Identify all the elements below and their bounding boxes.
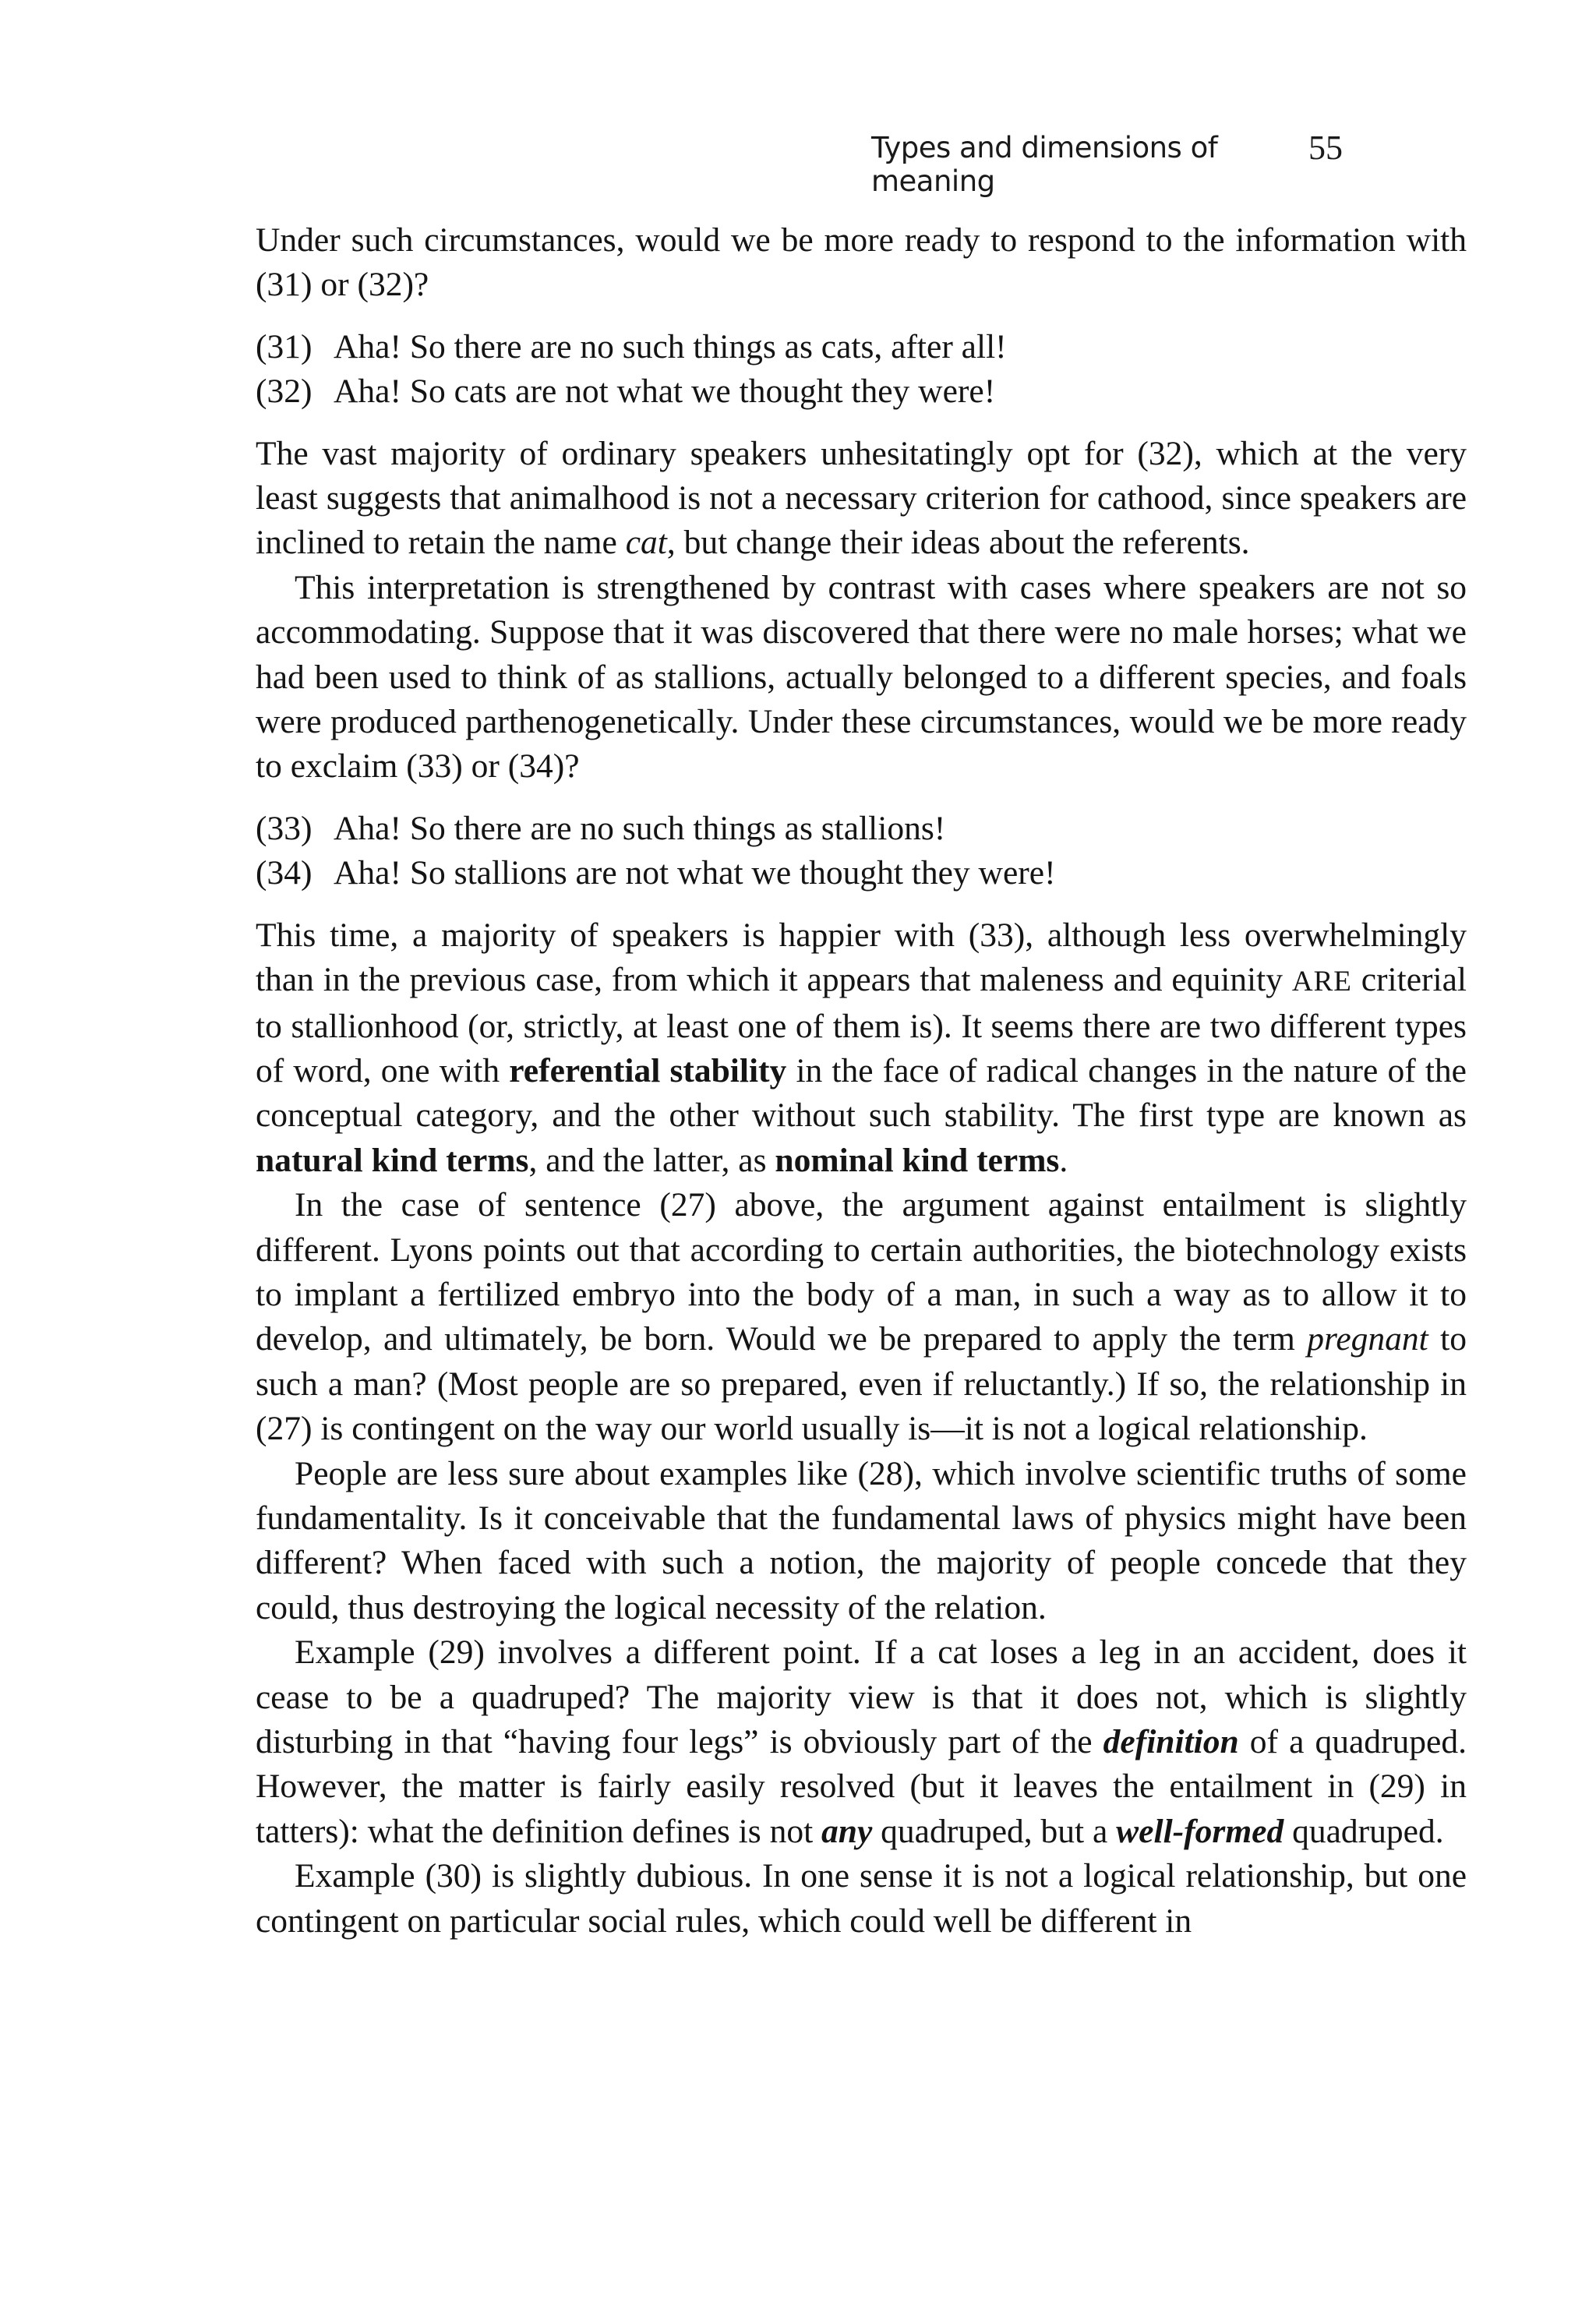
text-run: , and the latter, as — [528, 1141, 775, 1179]
small-caps-term: ARE — [1291, 966, 1352, 998]
example-list-31-32 — [256, 325, 1467, 415]
text-run: in the face of radical changes in the nature of the conceptual category, and the other without such stability. The first type are known as — [256, 1051, 1467, 1135]
text-run: , but change their ideas about the referents. — [666, 524, 1250, 562]
example-list-33-34 — [256, 807, 1467, 896]
example-text: Aha! So there are no such things as cats, after all! — [334, 327, 1007, 366]
example-32 — [256, 369, 1467, 414]
example-number: (32) — [256, 373, 312, 411]
example-text: Aha! So stallions are not what we thought they were! — [334, 854, 1056, 892]
bold-term: referential stability — [509, 1051, 787, 1089]
paragraph-3: This interpretation is strengthened by contrast with cases where speakers are not so accommodating. Suppose that it was discovered that there were no male horses; what we had been used to think of as stallions, actually belonged to a different species, and foals were produced parthenogenetically. Under these circumstances, would we be more ready to exclaim (33) or (34)? — [256, 568, 1467, 786]
text-run: criterial to stallionhood (or, strictly, at least one of them is). It seems there are two different types of word, one with — [256, 961, 1467, 1089]
running-title: Types and dimensions of meaning — [871, 131, 1218, 198]
bold-italic-term: definition — [1103, 1723, 1239, 1760]
example-33 — [256, 807, 1467, 851]
text-run: The vast majority of ordinary speakers unhesitatingly opt for (32), which at the very least suggests that animalhood is not a necessary criterion for cathood, since speakers are inclined to retain the name — [256, 434, 1467, 562]
paragraph-2 — [256, 432, 1467, 566]
bold-italic-term: any — [821, 1812, 873, 1850]
paragraph-8: Example (30) is slightly dubious. In one sense it is not a logical relationship, but one contingent on particular social rules, which could well be different in — [256, 1857, 1467, 1940]
example-text: Aha! So there are no such things as stallions! — [334, 809, 946, 847]
paragraph-7 — [256, 1630, 1467, 1854]
paragraph-4 — [256, 913, 1467, 1183]
example-31 — [256, 325, 1467, 369]
text-run: Example (29) involves a different point. If a cat loses a leg in an accident, does it cease to be a quadruped? The majority view is that it does not, which is slightly disturbing in that “having four legs” is obviously part of the — [256, 1633, 1467, 1760]
example-number: (31) — [256, 327, 312, 366]
text-run: quadruped, but a — [872, 1812, 1117, 1850]
text-run: In the case of sentence (27) above, the argument against entailment is slightly different. Lyons points out that according to certain authorities, the biotechnology exists to implant a fertilized embryo into the body of a man, in such a way as to allow it to develop, and ultimately, be born. Would we be prepared to apply the term — [256, 1186, 1467, 1358]
paragraph-6: People are less sure about examples like (28), which involve scientific truths of some fundamentality. Is it conceivable that the fundamental laws of physics might have been different? When faced with such a notion, the majority of people concede that they could, thus destroying the logical necessity of the relation. — [256, 1454, 1467, 1626]
running-header — [871, 129, 1343, 198]
text-run: . — [1059, 1141, 1068, 1179]
bold-term: nominal kind terms — [775, 1141, 1060, 1179]
italic-term: cat — [625, 524, 667, 562]
body-text — [256, 218, 1467, 1944]
bold-italic-term: well-formed — [1116, 1812, 1284, 1850]
text-run: of a quadruped. However, the matter is fairly easily resolved (but it leaves the entailment in (29) in tatters): what the definition defines is not — [256, 1723, 1467, 1850]
paragraph-5 — [256, 1183, 1467, 1451]
bold-term: natural kind terms — [256, 1141, 529, 1179]
text-run: to such a man? (Most people are so prepared, even if reluctantly.) If so, the relationship in (27) is contingent on the way our world usually is—it is not a logical relationship. — [256, 1320, 1467, 1448]
example-text: Aha! So cats are not what we thought they were! — [334, 373, 996, 411]
example-34 — [256, 851, 1467, 895]
italic-term: pregnant — [1307, 1320, 1428, 1358]
text-run: This time, a majority of speakers is happier with (33), although less overwhelmingly than in the previous case, from which it appears that maleness and equinity — [256, 916, 1467, 999]
page-number: 55 — [1308, 129, 1343, 167]
example-number: (34) — [256, 854, 312, 892]
paragraph-1: Under such circumstances, would we be more ready to respond to the information with (31) or (32)? — [256, 221, 1467, 304]
text-run: quadruped. — [1284, 1812, 1444, 1850]
example-number: (33) — [256, 809, 312, 847]
